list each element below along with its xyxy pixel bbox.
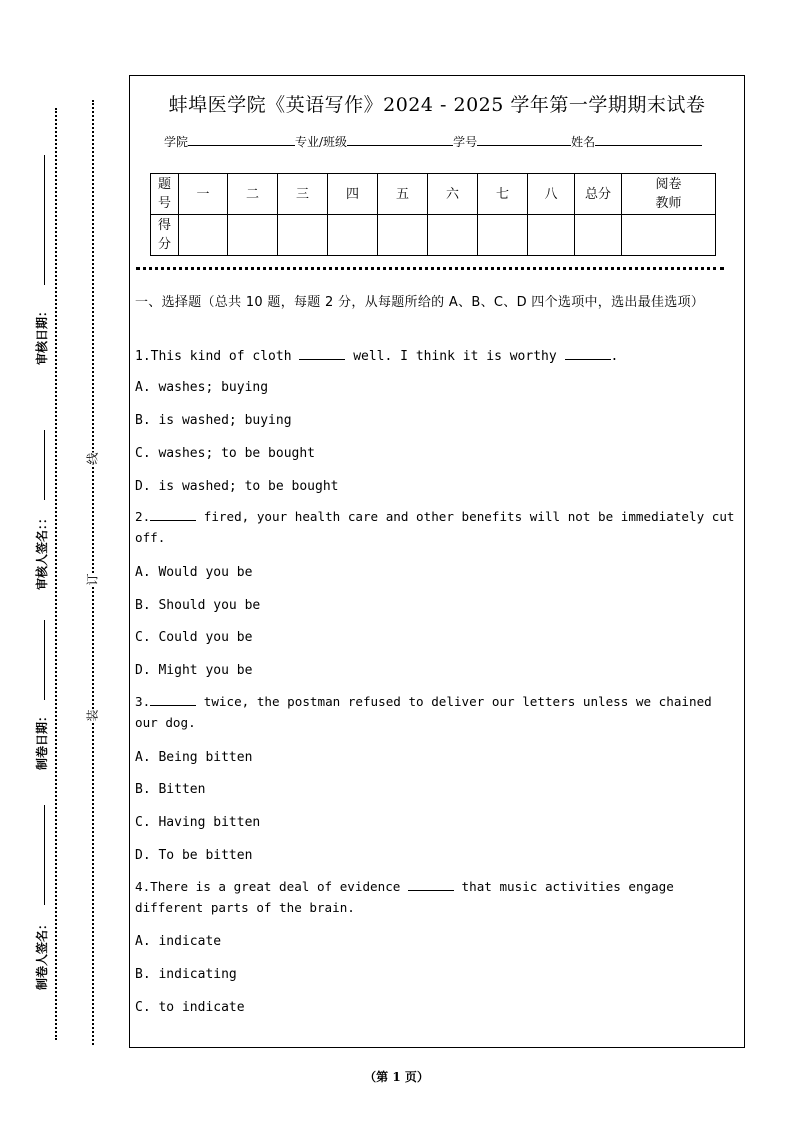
score-table-head-score: 得 分 xyxy=(151,215,179,256)
field-label-major-class: 专业/班级 xyxy=(295,135,348,149)
question-4-text-b: that music activities engage different parts of the brain. xyxy=(135,879,674,915)
field-student-id-input[interactable] xyxy=(477,133,571,146)
question-2-option-a[interactable]: A. Would you be xyxy=(135,565,253,580)
score-cell[interactable] xyxy=(428,215,478,256)
signature-line-reviewer xyxy=(44,430,45,500)
binding-char-zhuang: 装 xyxy=(85,709,100,722)
score-cell[interactable] xyxy=(179,215,228,256)
question-4-option-a[interactable]: A. indicate xyxy=(135,934,222,949)
score-table-header-row xyxy=(151,174,716,215)
label-exam-maker-signature: 制卷人签名： xyxy=(35,917,49,990)
question-3-option-a[interactable]: A. Being bitten xyxy=(135,750,253,765)
question-1-text-b: well. I think it is worthy xyxy=(345,349,565,364)
exam-frame xyxy=(129,75,745,1048)
question-1 xyxy=(135,347,618,364)
score-col-5: 五 xyxy=(378,174,428,215)
question-1-option-c[interactable]: C. washes; to be bought xyxy=(135,446,316,461)
binding-char-xian: 线 xyxy=(85,452,100,465)
field-label-college: 学院 xyxy=(164,135,189,149)
question-2 xyxy=(135,506,741,548)
score-cell[interactable] xyxy=(378,215,428,256)
score-cell[interactable] xyxy=(528,215,575,256)
score-table xyxy=(150,173,716,256)
signature-line-review-date xyxy=(44,155,45,285)
question-1-text-c: . xyxy=(610,349,619,364)
question-2-option-d[interactable]: D. Might you be xyxy=(135,663,253,678)
question-1-text-a: 1.This kind of cloth xyxy=(135,349,300,364)
signature-line-exam-date xyxy=(44,620,45,700)
field-major-class-input[interactable] xyxy=(347,133,453,146)
exam-title: 蚌埠医学院《英语写作》2024 - 2025 学年第一学期期末试卷 xyxy=(168,94,706,116)
question-4-text-a: 4.There is a great deal of evidence xyxy=(135,879,408,894)
student-info-row xyxy=(164,133,702,150)
question-1-option-a[interactable]: A. washes; buying xyxy=(135,380,269,395)
field-label-name: 姓名 xyxy=(571,135,596,149)
score-cell[interactable] xyxy=(278,215,328,256)
score-col-8: 八 xyxy=(528,174,575,215)
score-col-total: 总分 xyxy=(575,174,622,215)
binding-char-ding: 订 xyxy=(85,573,100,586)
field-name-input[interactable] xyxy=(595,133,702,146)
label-exam-date: 制卷日期： xyxy=(35,709,49,770)
score-col-grader: 阅卷 教师 xyxy=(622,174,716,215)
question-2-blank[interactable] xyxy=(150,508,196,521)
question-1-option-d[interactable]: D. is washed; to be bought xyxy=(135,479,339,494)
question-4-option-c[interactable]: C. to indicate xyxy=(135,1000,245,1015)
question-1-blank-2[interactable] xyxy=(565,347,611,360)
score-cell[interactable] xyxy=(622,215,716,256)
question-4-option-b[interactable]: B. indicating xyxy=(135,967,237,982)
signature-line-exam-maker xyxy=(44,805,45,905)
question-3-blank[interactable] xyxy=(150,693,196,706)
score-cell[interactable] xyxy=(575,215,622,256)
question-3-text-b: twice, the postman refused to deliver our letters unless we chained our dog. xyxy=(135,694,712,730)
score-cell[interactable] xyxy=(328,215,378,256)
field-label-student-id: 学号 xyxy=(453,135,478,149)
question-2-option-b[interactable]: B. Should you be xyxy=(135,598,261,613)
score-cell[interactable] xyxy=(228,215,278,256)
score-table-head-question: 题 号 xyxy=(151,174,179,215)
question-2-text-b: fired, your health care and other benefits will not be immediately cut off. xyxy=(135,509,735,545)
score-col-1: 一 xyxy=(179,174,228,215)
question-4 xyxy=(135,876,741,918)
page-number: （第 1 页） xyxy=(364,1070,429,1084)
question-4-blank[interactable] xyxy=(408,878,454,891)
question-3-option-b[interactable]: B. Bitten xyxy=(135,782,206,797)
question-3 xyxy=(135,691,741,733)
label-review-date: 审核日期： xyxy=(35,304,49,365)
score-cell[interactable] xyxy=(478,215,528,256)
section-heading: 一、选择题（总共 10 题，每题 2 分，从每题所给的 A、B、C、D 四个选项中，选出最佳选项） xyxy=(135,295,705,310)
dotted-separator xyxy=(136,267,724,270)
score-col-3: 三 xyxy=(278,174,328,215)
question-2-option-c[interactable]: C. Could you be xyxy=(135,630,253,645)
margin-dotted-line-outer xyxy=(55,108,57,1040)
question-1-blank-1[interactable] xyxy=(299,347,345,360)
question-1-option-b[interactable]: B. is washed; buying xyxy=(135,413,292,428)
score-col-7: 七 xyxy=(478,174,528,215)
score-col-4: 四 xyxy=(328,174,378,215)
score-col-6: 六 xyxy=(428,174,478,215)
label-reviewer-signature: 审核人签名：： xyxy=(35,511,49,590)
question-2-text-a: 2. xyxy=(135,509,151,524)
score-table-score-row xyxy=(151,215,716,256)
question-3-text-a: 3. xyxy=(135,694,151,709)
question-3-option-c[interactable]: C. Having bitten xyxy=(135,815,261,830)
score-col-2: 二 xyxy=(228,174,278,215)
question-3-option-d[interactable]: D. To be bitten xyxy=(135,848,253,863)
field-college-input[interactable] xyxy=(188,133,295,146)
